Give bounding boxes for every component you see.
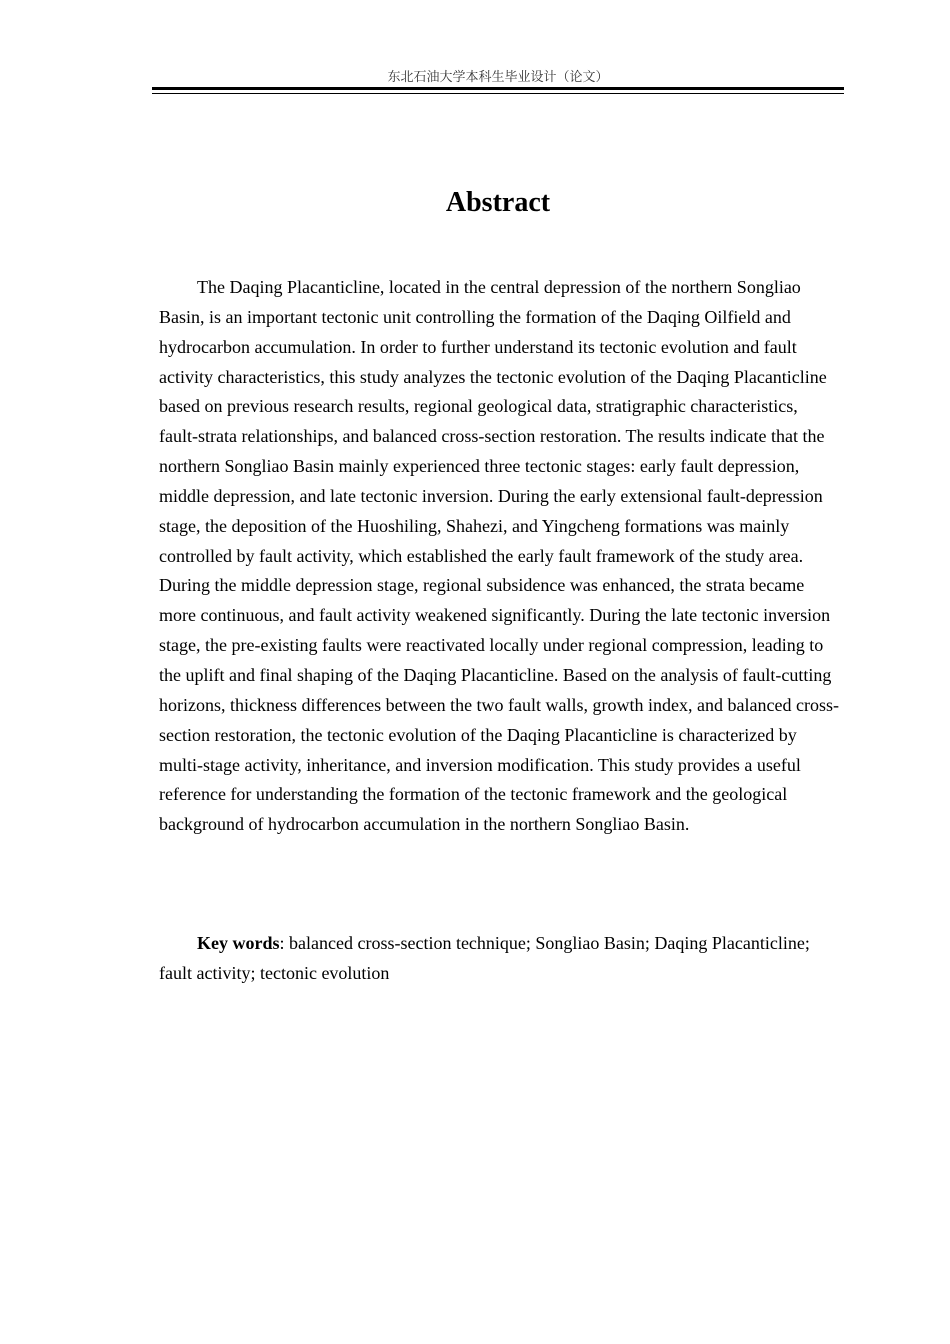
keywords-text: balanced cross-section technique; Songliao Basin; Daqing Placanticline; fault activity; tectonic evolution	[159, 933, 810, 983]
header-rule-thick	[152, 87, 844, 90]
page-header: 东北石油大学本科生毕业设计（论文）	[387, 70, 609, 85]
header-rule-thin	[152, 93, 844, 94]
keywords-label: Key words	[197, 933, 280, 953]
keywords-separator: :	[279, 933, 285, 953]
keywords-paragraph	[159, 929, 839, 989]
abstract-paragraph: The Daqing Placanticline, located in the central depression of the northern Songliao Basin, is an important tectonic unit controlling the formation of the Daqing Oilfield and hydrocarbon accumulation. In order to further understand its tectonic evolution and fault activity characteristics, this study analyzes the tectonic evolution of the Daqing Placanticline based on previous research results, regional geological data, stratigraphic characteristics, fault-strata relationships, and balanced cross-section restoration. The results indicate that the northern Songliao Basin mainly experienced three tectonic stages: early fault depression, middle depression, and late tectonic inversion. During the early extensional fault-depression stage, the deposition of the Huoshiling, Shahezi, and Yingcheng formations was mainly controlled by fault activity, which established the early fault framework of the study area. During the middle depression stage, regional subsidence was enhanced, the strata became more continuous, and fault activity weakened significantly. During the late tectonic inversion stage, the pre-existing faults were reactivated locally under regional compression, leading to the uplift and final shaping of the Daqing Placanticline. Based on the analysis of fault-cutting horizons, thickness differences between the two fault walls, growth index, and balanced cross-section restoration, the tectonic evolution of the Daqing Placanticline is characterized by multi-stage activity, inheritance, and inversion modification. This study provides a useful reference for understanding the formation of the tectonic framework and the geological background of hydrocarbon accumulation in the northern Songliao Basin.	[159, 277, 839, 835]
page-title: Abstract	[445, 187, 551, 218]
